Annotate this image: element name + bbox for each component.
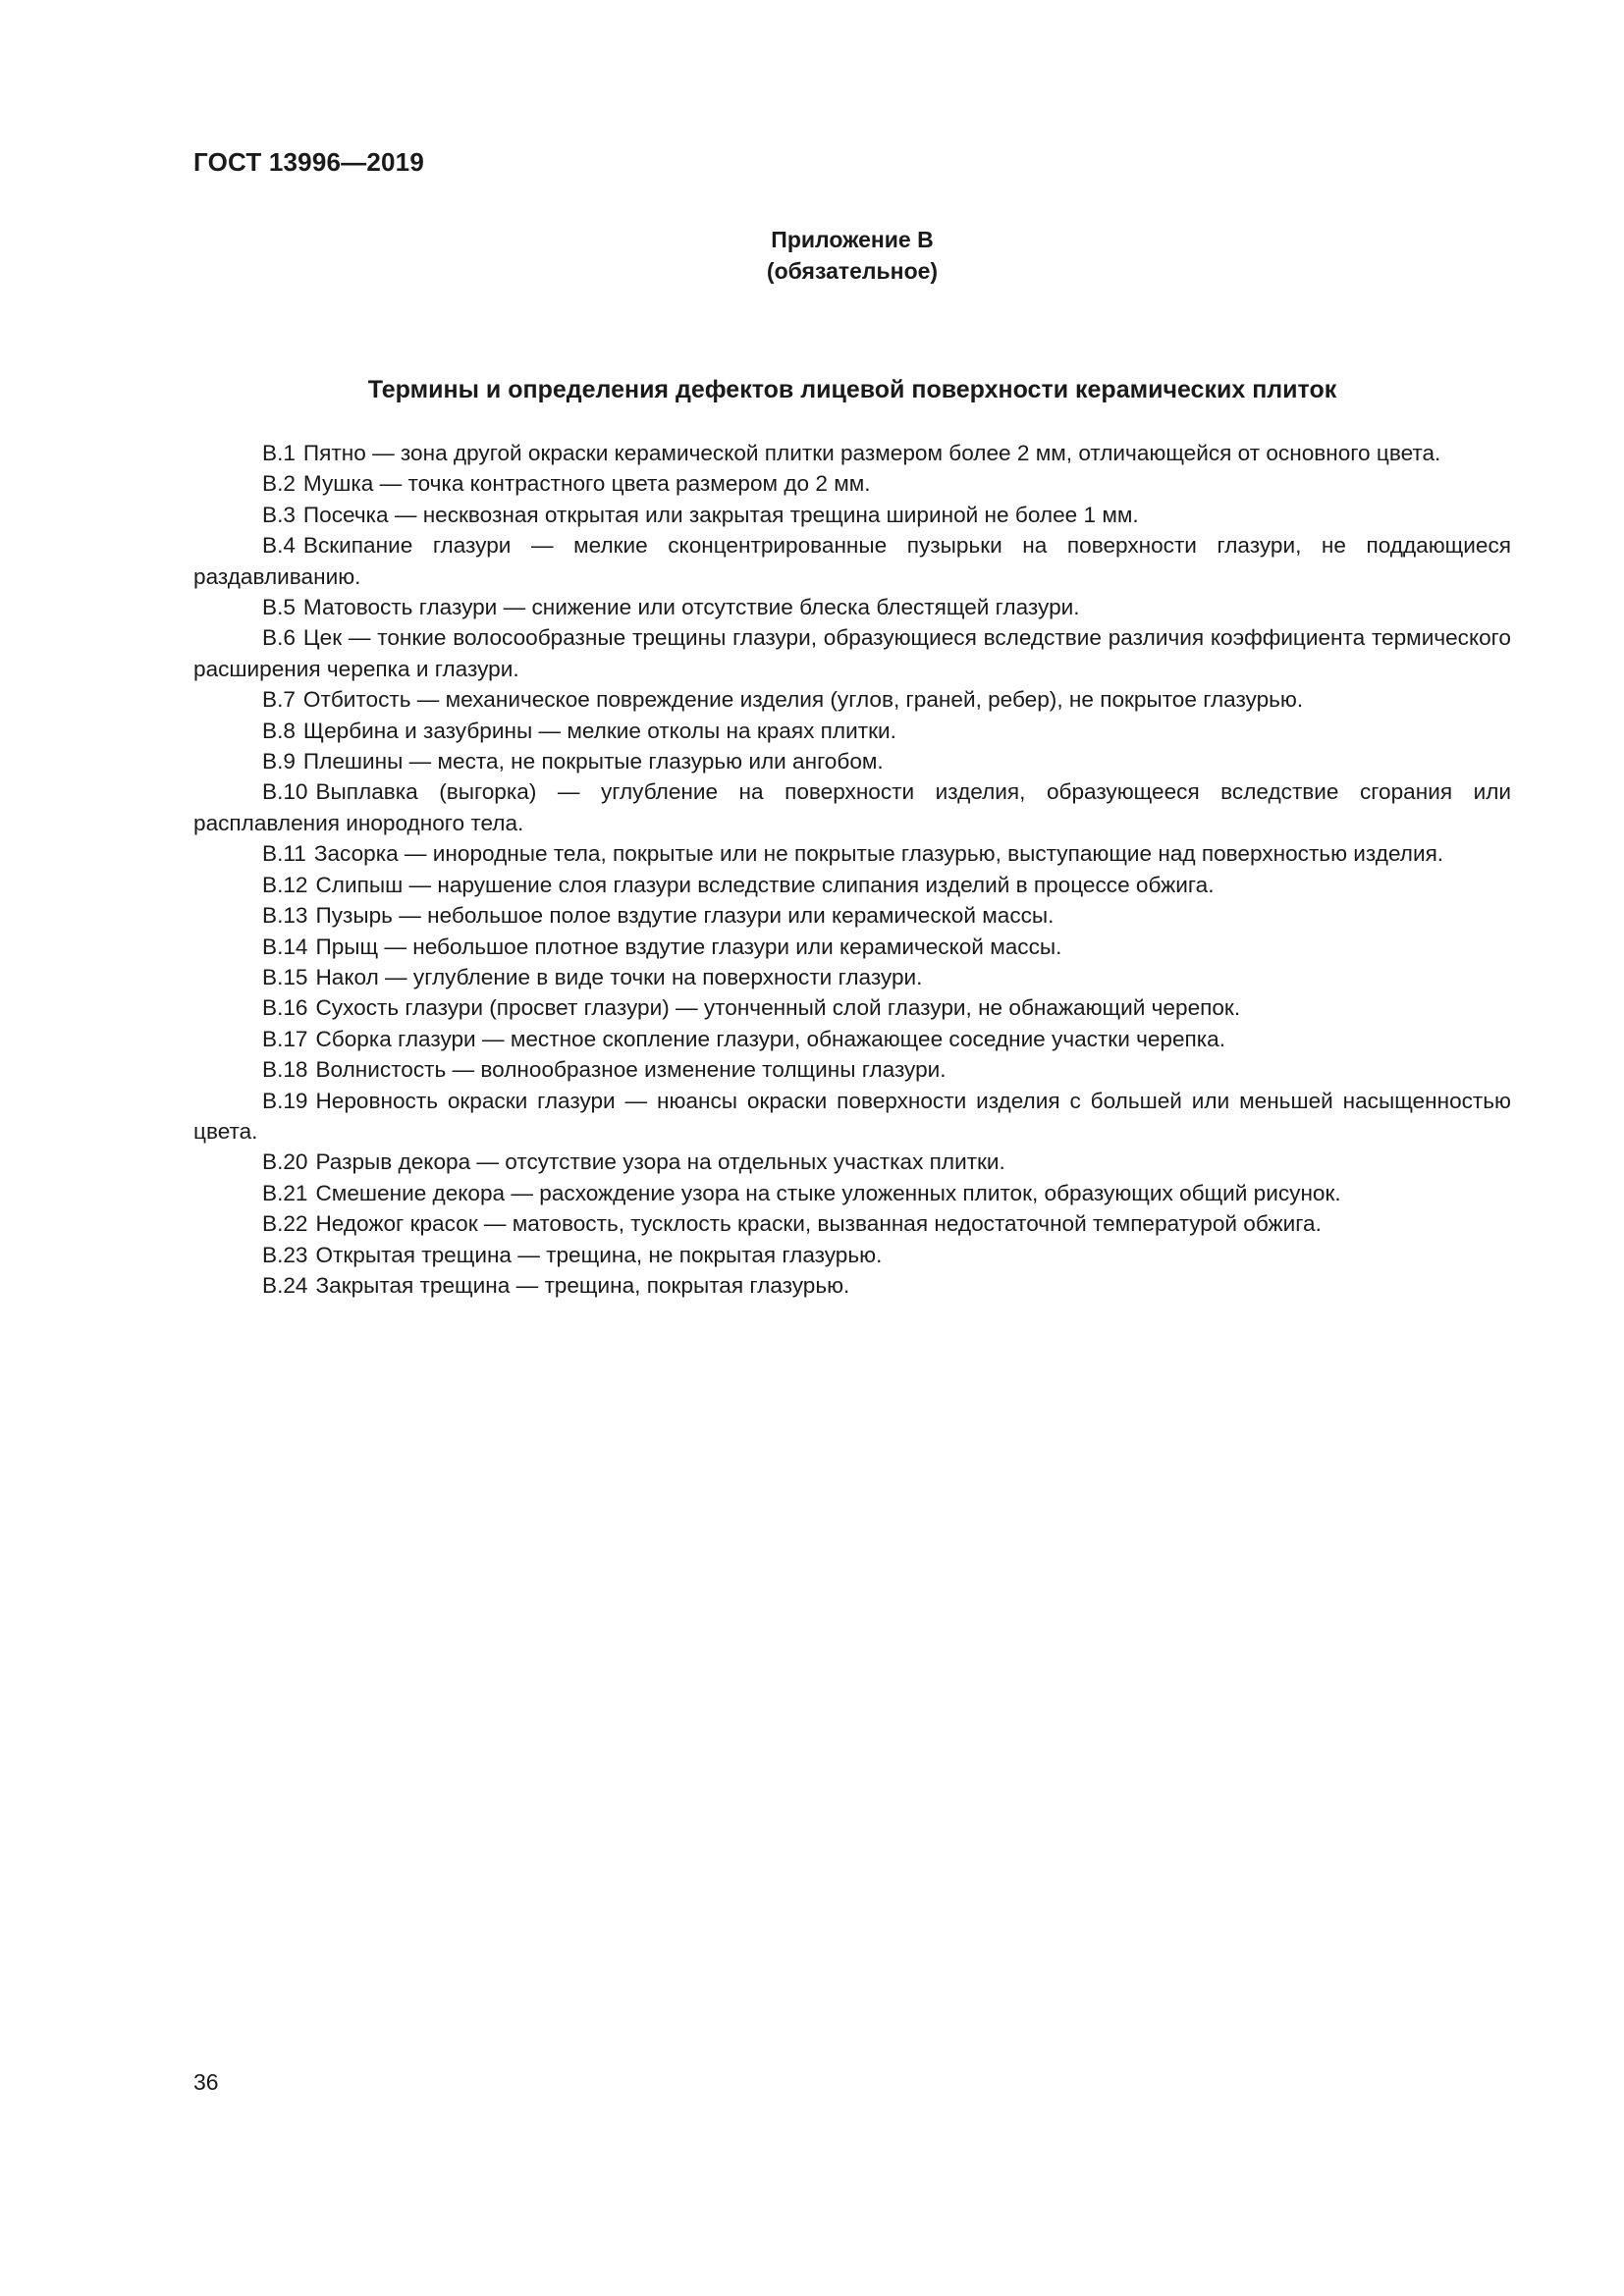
term-number: В.18 bbox=[262, 1057, 308, 1083]
term-text: Смешение декора — расхождение узора на стыке уложенных плиток, образующих общий рисунок. bbox=[315, 1180, 1341, 1205]
section-title: Термины и определения дефектов лицевой поверхности керамических плиток bbox=[367, 376, 1337, 403]
term-text: Пузырь — небольшое полое вздутие глазури или керамической массы. bbox=[315, 903, 1055, 929]
term-item bbox=[193, 468, 1511, 499]
term-number: В.21 bbox=[262, 1180, 308, 1205]
term-text: Отбитость — механическое повреждение изделия (углов, граней, ребер), не покрытое глазурью. bbox=[302, 687, 1304, 713]
term-number: В.13 bbox=[262, 903, 308, 929]
term-text: Щербина и зазубрины — мелкие отколы на краях плитки. bbox=[302, 718, 896, 743]
term-text: Прыщ — небольшое плотное вздутие глазури или керамической массы. bbox=[315, 934, 1062, 959]
term-item bbox=[193, 1240, 1511, 1270]
term-item bbox=[193, 838, 1511, 869]
term-item bbox=[193, 716, 1511, 746]
term-item bbox=[193, 1024, 1511, 1054]
term-number: В.17 bbox=[262, 1026, 308, 1051]
term-text: Закрытая трещина — трещина, покрытая глазурью. bbox=[315, 1272, 850, 1298]
term-item bbox=[193, 776, 1511, 838]
term-number: В.1 bbox=[262, 441, 296, 465]
appendix-status: (обязательное) bbox=[766, 258, 939, 284]
term-item bbox=[193, 530, 1511, 592]
term-text: Плешины — места, не покрытые глазурью или ангобом. bbox=[302, 749, 884, 774]
term-item bbox=[193, 746, 1511, 776]
term-text: Разрыв декора — отсутствие узора на отдельных участках плитки. bbox=[315, 1149, 1005, 1175]
term-number: В.14 bbox=[262, 934, 308, 959]
term-text: Матовость глазури — снижение или отсутствие блеска блестящей глазури. bbox=[302, 595, 1080, 620]
term-number: В.24 bbox=[262, 1272, 308, 1298]
term-item bbox=[193, 438, 1511, 468]
term-text: Вскипание глазури — мелкие сконцентрированные пузырьки на поверхности глазури, не поддающиеся раздавливанию. bbox=[193, 533, 1511, 589]
term-item bbox=[193, 622, 1511, 684]
term-number: В.20 bbox=[262, 1149, 308, 1175]
term-item bbox=[193, 1270, 1511, 1301]
term-text: Сборка глазури — местное скопление глазури, обнажающее соседние участки черепка. bbox=[315, 1026, 1226, 1051]
term-item bbox=[193, 1086, 1511, 1148]
document-code: ГОСТ 13996—2019 bbox=[193, 147, 424, 177]
term-number: В.22 bbox=[262, 1211, 308, 1237]
term-number: В.2 bbox=[262, 471, 296, 497]
term-item bbox=[193, 900, 1511, 931]
term-number: В.19 bbox=[262, 1088, 308, 1113]
term-text: Пятно — зона другой окраски керамической плитки размером более 2 мм, отличающейся от основного цвета. bbox=[302, 441, 1441, 465]
appendix-label: Приложение В bbox=[771, 227, 934, 252]
page-number: 36 bbox=[193, 2069, 219, 2095]
term-number: В.9 bbox=[262, 749, 296, 774]
term-number: В.16 bbox=[262, 995, 308, 1021]
term-number: В.23 bbox=[262, 1242, 308, 1267]
term-text: Засорка — инородные тела, покрытые или не покрытые глазурью, выступающие над поверхностью изделия. bbox=[313, 841, 1444, 867]
term-number: В.11 bbox=[262, 841, 306, 867]
term-number: В.6 bbox=[262, 625, 296, 651]
terms-list bbox=[193, 438, 1511, 1301]
term-number: В.10 bbox=[262, 779, 308, 805]
term-text: Неровность окраски глазури — нюансы окраски поверхности изделия с большей или меньшей насыщенностью цвета. bbox=[193, 1088, 1511, 1144]
term-number: В.12 bbox=[262, 872, 308, 897]
term-number: В.7 bbox=[262, 687, 296, 713]
term-item bbox=[193, 932, 1511, 962]
term-item bbox=[193, 500, 1511, 530]
term-text: Мушка — точка контрастного цвета размером до 2 мм. bbox=[302, 471, 871, 497]
term-text: Волнистость — волнообразное изменение толщины глазури. bbox=[315, 1057, 947, 1083]
term-number: В.15 bbox=[262, 964, 308, 989]
term-item bbox=[193, 870, 1511, 900]
term-item bbox=[193, 592, 1511, 622]
term-text: Недожог красок — матовость, тусклость краски, вызванная недостаточной температурой обжига. bbox=[315, 1211, 1322, 1237]
term-number: В.5 bbox=[262, 595, 296, 620]
term-item bbox=[193, 1208, 1511, 1239]
term-item bbox=[193, 1147, 1511, 1177]
term-number: В.8 bbox=[262, 718, 296, 743]
term-item bbox=[193, 962, 1511, 992]
term-item bbox=[193, 1178, 1511, 1208]
term-text: Открытая трещина — трещина, не покрытая глазурью. bbox=[315, 1242, 883, 1267]
term-item bbox=[193, 992, 1511, 1023]
term-text: Накол — углубление в виде точки на поверхности глазури. bbox=[315, 964, 923, 989]
term-text: Выплавка (выгорка) — углубление на поверхности изделия, образующееся вследствие сгорания или расплавления инородного тела. bbox=[193, 779, 1511, 835]
term-text: Посечка — несквозная открытая или закрытая трещина шириной не более 1 мм. bbox=[302, 502, 1139, 527]
term-text: Сухость глазури (просвет глазури) — утонченный слой глазури, не обнажающий черепок. bbox=[315, 995, 1241, 1021]
term-item bbox=[193, 1054, 1511, 1085]
appendix-heading bbox=[193, 224, 1511, 287]
term-text: Цек — тонкие волосообразные трещины глазури, образующиеся вследствие различия коэффициента термического расширения черепка и глазури. bbox=[193, 625, 1511, 681]
term-item bbox=[193, 684, 1511, 715]
term-text: Слипыш — нарушение слоя глазури вследствие слипания изделий в процессе обжига. bbox=[315, 872, 1215, 897]
term-number: В.4 bbox=[262, 533, 296, 559]
term-number: В.3 bbox=[262, 502, 296, 527]
